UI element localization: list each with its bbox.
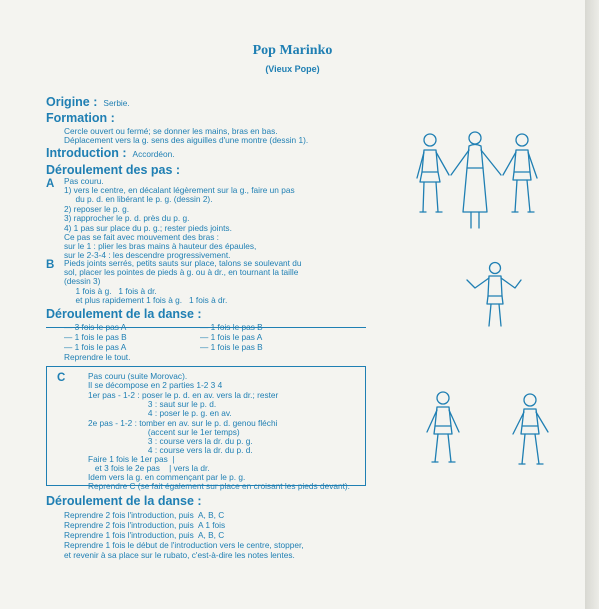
formation-heading: Formation : bbox=[46, 111, 115, 125]
origine-heading: Origine : bbox=[46, 95, 98, 109]
step-b-line-5: et plus rapidement 1 fois à g. 1 fois à dr. bbox=[64, 295, 228, 305]
step-c-line-2: Il se décompose en 2 parties 1-2 3 4 bbox=[88, 380, 223, 390]
step-c-line-1: Pas couru (suite Morovac). bbox=[88, 371, 188, 381]
deroulement-danse-heading-1: Déroulement de la danse : bbox=[46, 307, 202, 321]
step-b-line-4: 1 fois à g. 1 fois à dr. bbox=[64, 286, 157, 296]
danse1-left-3: — 1 fois le pas A bbox=[64, 342, 127, 352]
step-c-line-5: 4 : poser le p. g. en av. bbox=[88, 408, 232, 418]
dancer-illustrations bbox=[405, 120, 580, 480]
step-a-line-2: 1) vers le centre, en décalant légèrement sur la g., faire un pas bbox=[64, 185, 295, 195]
danse1-end: Reprendre le tout. bbox=[64, 352, 131, 362]
step-a-line-5: 3) rapprocher le p. d. près du p. g. bbox=[64, 213, 190, 223]
dancer-figure-1 bbox=[417, 134, 449, 212]
danse2-line-5: et revenir à sa place sur le rubato, c'est-à-dire les notes lentes. bbox=[64, 550, 295, 560]
introduction-section bbox=[46, 146, 175, 160]
step-a-letter: A bbox=[46, 178, 55, 190]
danse2-line-4: Reprendre 1 fois le début de l'introduction vers le centre, stopper, bbox=[64, 540, 304, 550]
formation-line-2: Déplacement vers la g. sens des aiguilles d'une montre (dessin 1). bbox=[64, 135, 309, 145]
dance-title: Pop Marinko bbox=[252, 43, 333, 58]
danse1-right-1: — 1 fois le pas B bbox=[200, 322, 263, 332]
step-b-letter: B bbox=[46, 259, 55, 271]
step-a-line-1: Pas couru. bbox=[64, 176, 104, 186]
danse1-left-2: — 1 fois le pas B bbox=[64, 332, 127, 342]
dancer-figure-6 bbox=[513, 394, 548, 464]
danse2-line-2: Reprendre 2 fois l'introduction, puis A 1 fois bbox=[64, 520, 226, 530]
step-a-line-4: 2) reposer le p. g. bbox=[64, 204, 130, 214]
danse2-line-1: Reprendre 2 fois l'introduction, puis A, B, C bbox=[64, 510, 225, 520]
step-c-line-6: 2e pas - 1-2 : tomber en av. sur le p. d. genou fléchi bbox=[88, 418, 278, 428]
step-c-line-7: (accent sur le 1er temps) bbox=[88, 427, 240, 437]
step-a-line-7: Ce pas se fait avec mouvement des bras : bbox=[64, 232, 219, 242]
danse2-line-3: Reprendre 1 fois l'introduction, puis A, B, C bbox=[64, 530, 225, 540]
step-a-line-6: 4) 1 pas sur place du p. g.; rester pieds joints. bbox=[64, 223, 232, 233]
step-b-line-1: Pieds joints serrés, petits sauts sur place, talons se soulevant du bbox=[64, 258, 302, 268]
dancer-figure-5 bbox=[427, 392, 459, 462]
step-c-line-11: et 3 fois le 2e pas | vers la dr. bbox=[88, 463, 210, 473]
dancer-figure-3 bbox=[503, 134, 537, 212]
step-a-line-8: sur le 1 : plier les bras mains à hauteur des épaules, bbox=[64, 241, 257, 251]
dancer-figure-4 bbox=[467, 263, 521, 327]
introduction-value: Accordéon. bbox=[132, 149, 175, 159]
step-c-line-12: Idem vers la g. en commençant par le p. g. bbox=[88, 472, 246, 482]
dancer-figure-2 bbox=[451, 132, 501, 228]
step-a-line-9: sur le 2-3-4 : les descendre progressivement. bbox=[64, 250, 231, 260]
danse1-right-2: — 1 fois le pas A bbox=[200, 332, 263, 342]
deroulement-pas-heading: Déroulement des pas : bbox=[46, 163, 181, 177]
step-c-letter: C bbox=[57, 372, 66, 384]
step-a-line-3: du p. d. en libérant le p. g. (dessin 2). bbox=[64, 194, 213, 204]
origine-section bbox=[46, 95, 130, 109]
page-edge bbox=[585, 0, 599, 609]
introduction-heading: Introduction : bbox=[46, 146, 127, 160]
dance-subtitle: (Vieux Pope) bbox=[265, 64, 320, 74]
danse1-right-3: — 1 fois le pas B bbox=[200, 342, 263, 352]
step-b-line-3: (dessin 3) bbox=[64, 276, 101, 286]
step-c-line-9: 4 : course vers la dr. du p. d. bbox=[88, 445, 253, 455]
step-c-line-13: Reprendre C (se fait également sur place en croisant les pieds devant). bbox=[88, 481, 350, 491]
origine-value: Serbie. bbox=[103, 98, 130, 108]
step-b-line-2: sol, placer les pointes de pieds à g. ou à dr., en tournant la taille bbox=[64, 267, 299, 277]
deroulement-danse-heading-2: Déroulement de la danse : bbox=[46, 494, 202, 508]
formation-line-1: Cercle ouvert ou fermé; se donner les mains, bras en bas. bbox=[64, 126, 278, 136]
step-c-line-4: 3 : saut sur le p. d. bbox=[88, 399, 217, 409]
step-c-line-8: 3 : course vers la dr. du p. g. bbox=[88, 436, 253, 446]
danse1-left-1: — 3 fois le pas A bbox=[64, 322, 127, 332]
step-c-line-10: Faire 1 fois le 1er pas | bbox=[88, 454, 175, 464]
step-c-line-3: 1er pas - 1-2 : poser le p. d. en av. vers la dr.; rester bbox=[88, 390, 279, 400]
